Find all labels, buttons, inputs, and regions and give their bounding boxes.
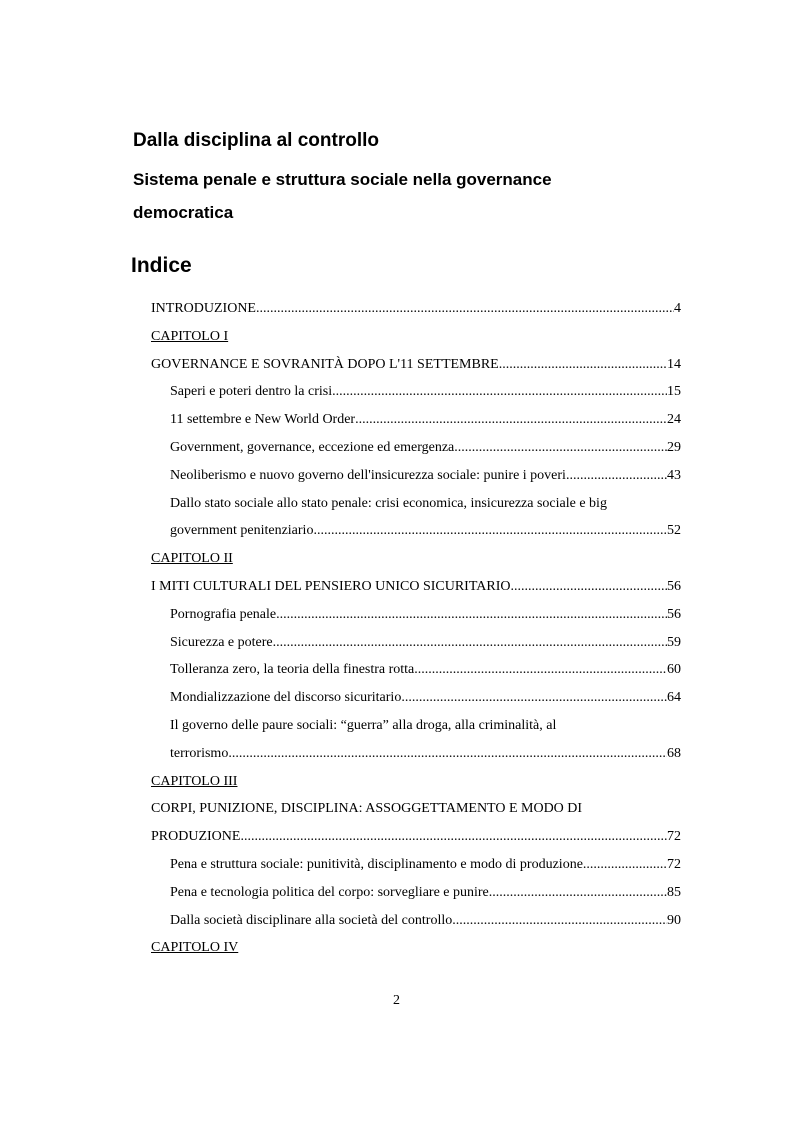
document-subtitle: Sistema penale e struttura sociale nella governance democratica <box>133 170 552 222</box>
toc-entry-text: Dallo stato sociale allo stato penale: crisi economica, insicurezza sociale e big <box>170 495 607 511</box>
chapter-heading-3[interactable] <box>151 768 681 796</box>
dot-leader <box>228 740 667 768</box>
toc-entry-text: Neoliberismo e nuovo governo dell'insicurezza sociale: punire i poveri <box>170 467 566 483</box>
toc-chapter-title[interactable] <box>151 573 681 601</box>
toc-section-entry-wrapped[interactable] <box>151 712 681 740</box>
toc-page-number: 15 <box>667 384 681 400</box>
dot-leader <box>566 462 667 490</box>
toc-page-number: 4 <box>674 301 681 316</box>
toc-section-entry[interactable] <box>151 601 681 629</box>
dot-leader <box>499 351 667 379</box>
toc-entry-text: GOVERNANCE E SOVRANITÀ DOPO L'11 SETTEMBRE <box>151 356 499 372</box>
dot-leader <box>256 295 674 323</box>
dot-leader <box>454 434 667 462</box>
toc-page-number: 68 <box>667 745 681 761</box>
toc-page-number: 72 <box>667 829 681 845</box>
toc-section-entry[interactable] <box>151 656 681 684</box>
dot-leader <box>414 656 667 684</box>
toc-section-entry[interactable] <box>151 434 681 462</box>
toc-section-entry[interactable] <box>151 378 681 406</box>
chapter-heading-1[interactable] <box>151 323 681 351</box>
toc-section-entry[interactable] <box>151 629 681 657</box>
toc-section-entry[interactable] <box>151 462 681 490</box>
toc-entry-text: I MITI CULTURALI DEL PENSIERO UNICO SICURITARIO <box>151 578 511 594</box>
toc-entry-text: Tolleranza zero, la teoria della finestra rotta <box>170 662 415 678</box>
toc-page-number: 90 <box>667 912 681 928</box>
toc-page-number: 24 <box>667 412 681 428</box>
toc-chapter-title-wrapped[interactable] <box>151 795 681 823</box>
toc-entry-text: Mondializzazione del discorso sicuritario <box>170 690 402 706</box>
index-heading: Indice <box>131 254 192 277</box>
dot-leader <box>401 684 667 712</box>
toc-page-number: 72 <box>667 856 681 872</box>
chapter-label: CAPITOLO II <box>151 551 233 567</box>
toc-entry-text: Pena e tecnologia politica del corpo: sorvegliare e punire <box>170 884 489 900</box>
toc-page-number: 60 <box>667 662 681 678</box>
toc-page-number: 64 <box>667 690 681 706</box>
dot-leader <box>511 573 668 601</box>
toc-section-entry[interactable] <box>151 907 681 935</box>
toc-entry-text: INTRODUZIONE <box>151 301 256 316</box>
toc-page-number: 56 <box>667 578 681 594</box>
toc-page-number: 29 <box>667 439 681 455</box>
toc-entry-text: CORPI, PUNIZIONE, DISCIPLINA: ASSOGGETTAMENTO E MODO DI <box>151 801 583 817</box>
toc-entry-text: PRODUZIONE <box>151 829 241 845</box>
chapter-label: CAPITOLO I <box>151 328 229 344</box>
toc-section-entry[interactable] <box>151 851 681 879</box>
toc-section-entry[interactable] <box>151 879 681 907</box>
toc-entry-text: Pena e struttura sociale: punitività, disciplinamento e modo di produzione <box>170 856 583 872</box>
chapter-heading-2[interactable] <box>151 545 681 573</box>
dot-leader <box>276 601 667 629</box>
dot-leader <box>273 629 667 657</box>
dot-leader <box>240 823 667 851</box>
toc-entry-text: Pornografia penale <box>170 606 277 622</box>
document-title: Dalla disciplina al controllo <box>133 130 379 151</box>
toc-entry-text: Il governo delle paure sociali: “guerra” alla droga, alla criminalità, al <box>170 717 557 733</box>
dot-leader <box>332 378 667 406</box>
toc-entry-text: terrorismo <box>170 745 229 761</box>
toc-page-number: 85 <box>667 884 681 900</box>
toc-chapter-title-continuation[interactable] <box>151 823 681 851</box>
toc-page-number: 52 <box>667 523 681 539</box>
toc-section-entry-wrapped[interactable] <box>151 490 681 518</box>
page-number: 2 <box>393 993 400 1008</box>
table-of-contents <box>151 295 681 962</box>
dot-leader <box>583 851 667 879</box>
toc-page-number: 56 <box>667 606 681 622</box>
toc-entry-text: Government, governance, eccezione ed emergenza <box>170 439 455 455</box>
toc-entry-introduction[interactable] <box>151 295 681 323</box>
toc-entry-text: Sicurezza e potere <box>170 634 273 650</box>
chapter-label: CAPITOLO IV <box>151 940 239 956</box>
toc-section-entry-continuation[interactable] <box>151 740 681 768</box>
toc-page-number: 14 <box>667 356 681 372</box>
toc-page-number: 59 <box>667 634 681 650</box>
dot-leader <box>355 406 667 434</box>
chapter-label: CAPITOLO III <box>151 773 238 789</box>
toc-entry-text: 11 settembre e New World Order <box>170 412 356 428</box>
dot-leader <box>489 879 667 907</box>
dot-leader <box>452 907 667 935</box>
toc-page-number: 43 <box>667 467 681 483</box>
dot-leader <box>313 517 667 545</box>
toc-section-entry[interactable] <box>151 684 681 712</box>
toc-section-entry[interactable] <box>151 406 681 434</box>
toc-entry-text: Dalla società disciplinare alla società del controllo <box>170 912 453 928</box>
chapter-heading-4[interactable] <box>151 934 681 962</box>
toc-entry-text: Saperi e poteri dentro la crisi <box>170 384 333 400</box>
toc-entry-text: government penitenziario <box>170 523 314 539</box>
toc-chapter-title[interactable] <box>151 351 681 379</box>
toc-section-entry-continuation[interactable] <box>151 517 681 545</box>
